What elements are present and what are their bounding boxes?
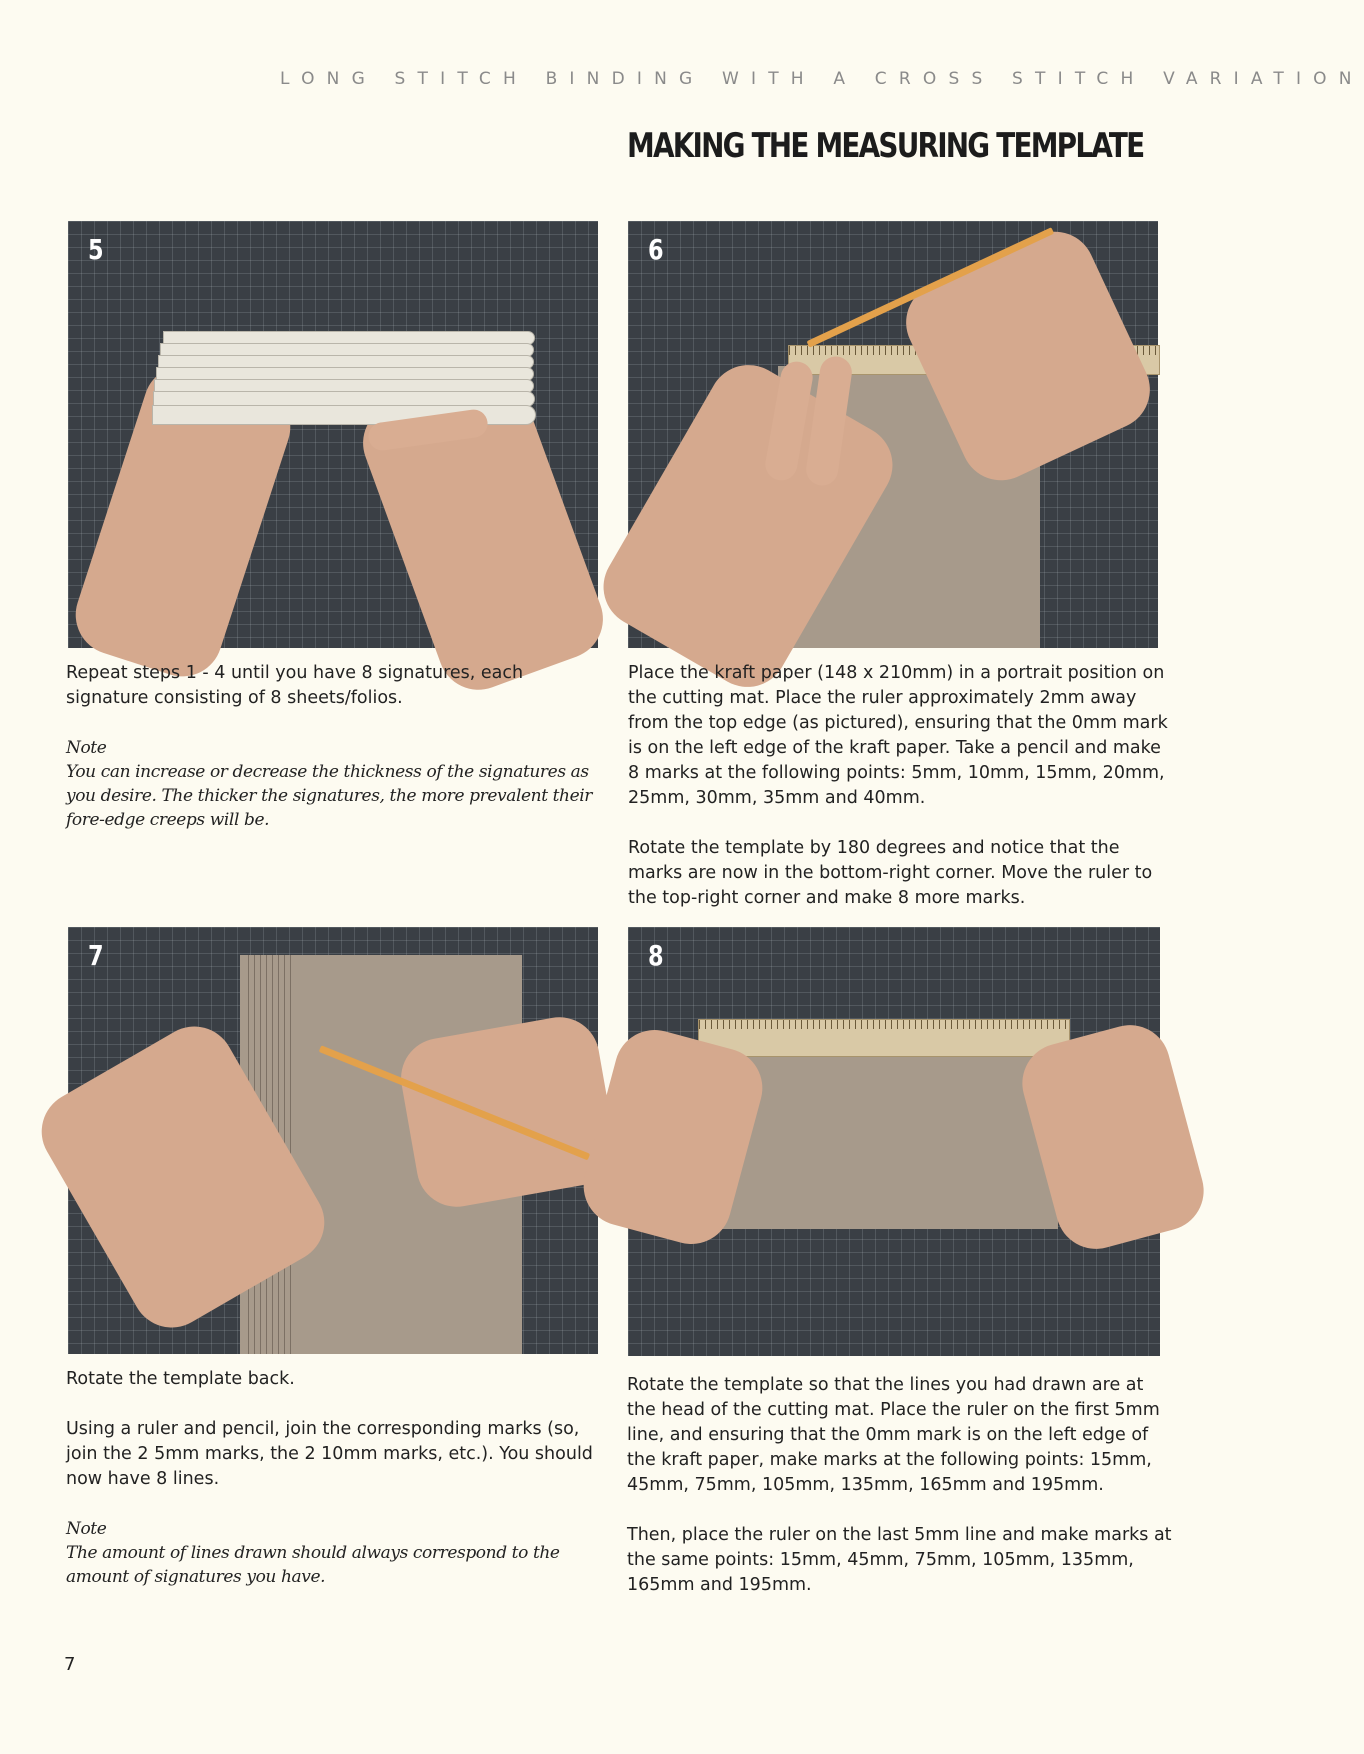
note-label: Note bbox=[66, 738, 107, 758]
note bbox=[66, 1517, 611, 1589]
step-number: 7 bbox=[88, 939, 104, 972]
step-6-text bbox=[628, 661, 1168, 936]
section-title: MAKING THE MEASURING TEMPLATE bbox=[627, 126, 1144, 166]
ruler bbox=[698, 1019, 1070, 1057]
note bbox=[66, 736, 601, 832]
running-head: LONG STITCH BINDING WITH A CROSS STITCH VARIATION bbox=[280, 69, 1364, 89]
step-7-photo bbox=[68, 927, 598, 1354]
paragraph: Rotate the template by 180 degrees and notice that the marks are now in the bottom-right corner. Move the ruler to the top-right corner and make 8 more marks. bbox=[628, 838, 1153, 908]
page-number: 7 bbox=[64, 1654, 76, 1675]
step-number: 8 bbox=[648, 939, 664, 972]
step-7-text bbox=[66, 1367, 611, 1589]
note-label: Note bbox=[66, 1519, 107, 1539]
step-number: 6 bbox=[648, 233, 664, 266]
note-text: You can increase or decrease the thickness of the signatures as you desire. The thicker the signatures, the more prevalent their fore-edge creeps will be. bbox=[66, 762, 593, 830]
step-5-text bbox=[66, 661, 601, 832]
step-6-photo bbox=[628, 221, 1158, 648]
kraft-paper bbox=[708, 1037, 1058, 1229]
step-8-text bbox=[627, 1373, 1172, 1623]
paragraph: Place the kraft paper (148 x 210mm) in a portrait position on the cutting mat. Place the ruler approximately 2mm away from the top edge (as pictured), ensuring that the 0mm mark is on the left edge of the kraft paper. Take a pencil and make 8 marks at the following points: 5mm, 10mm, 15mm, 20mm, 25mm, 30mm, 35mm and 40mm. bbox=[628, 663, 1168, 808]
step-5-photo bbox=[68, 221, 598, 648]
note-text: The amount of lines drawn should always correspond to the amount of signatures you have. bbox=[66, 1543, 560, 1587]
paragraph: Using a ruler and pencil, join the corresponding marks (so, join the 2 5mm marks, the 2 10mm marks, etc.). You should now have 8 lines. bbox=[66, 1419, 593, 1489]
paragraph: Rotate the template back. bbox=[66, 1369, 295, 1389]
paragraph: Repeat steps 1 - 4 until you have 8 signatures, each signature consisting of 8 sheets/folios. bbox=[66, 663, 524, 708]
paragraph: Rotate the template so that the lines you had drawn are at the head of the cutting mat. Place the ruler on the first 5mm line, and ensuring that the 0mm mark is on the left edge of the kraft paper, make marks at the following points: 15mm, 45mm, 75mm, 105mm, 135mm, 165mm and 195mm. bbox=[627, 1375, 1160, 1495]
paragraph: Then, place the ruler on the last 5mm line and make marks at the same points: 15mm, 45mm, 75mm, 105mm, 135mm, 165mm and 195mm. bbox=[627, 1525, 1172, 1595]
step-8-photo bbox=[628, 927, 1160, 1356]
step-number: 5 bbox=[88, 233, 104, 266]
